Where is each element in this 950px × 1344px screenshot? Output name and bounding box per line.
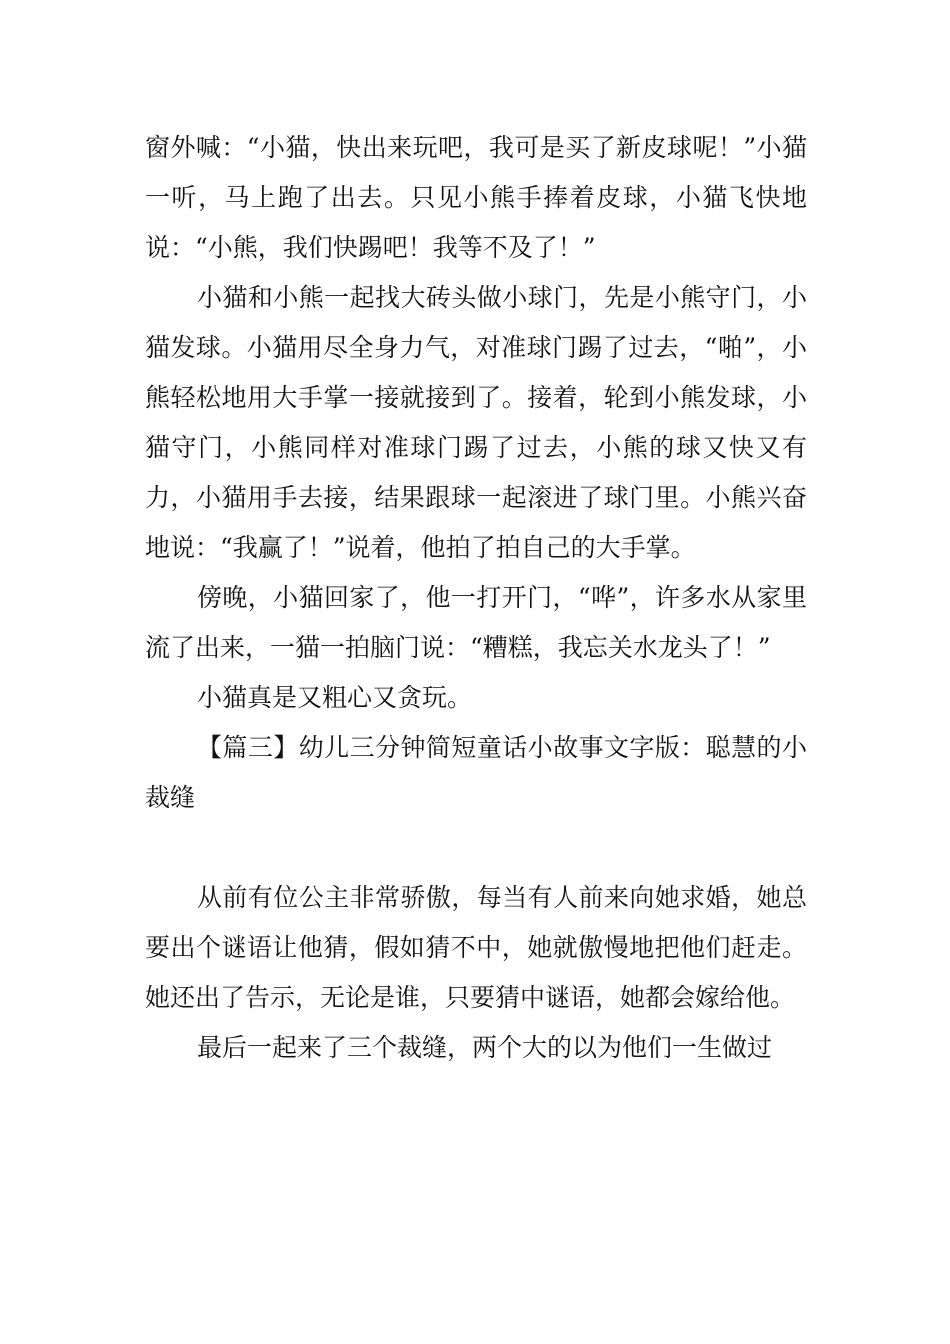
blank-line [145, 823, 807, 873]
paragraph-7: 最后一起来了三个裁缝，两个大的以为他们一生做过 [197, 1033, 773, 1062]
paragraph-1: 窗外喊：“小猫，快出来玩吧，我可是买了新皮球呢！”小猫一听，马上跑了出去。只见小熊手捧着皮球，小猫飞快地说：“小熊，我们快踢吧！我等不及了！” [145, 133, 807, 262]
paragraph-4: 小猫真是又粗心又贪玩。 [197, 683, 473, 712]
story-text [145, 123, 807, 1073]
paragraph-6: 从前有位公主非常骄傲，每当有人前来向她求婚，她总要出个谜语让他猜，假如猜不中，她就傲慢地把他们赶走。她还出了告示，无论是谁，只要猜中谜语，她都会嫁给他。 [145, 883, 807, 1012]
section-heading: 【篇三】幼儿三分钟简短童话小故事文字版：聪慧的小裁缝 [145, 733, 807, 812]
paragraph-3: 傍晚，小猫回家了，他一打开门，“哗”，许多水从家里流了出来，一猫一拍脑门说：“糟糕，我忘关水龙头了！” [145, 583, 807, 662]
paragraph-2: 小猫和小熊一起找大砖头做小球门，先是小熊守门，小猫发球。小猫用尽全身力气，对准球门踢了过去，“啪”，小熊轻松地用大手掌一接就接到了。接着，轮到小熊发球，小猫守门，小熊同样对准球门踢了过去，小熊的球又快又有力，小猫用手去接，结果跟球一起滚进了球门里。小熊兴奋地说：“我赢了！”说着，他拍了拍自己的大手掌。 [145, 283, 807, 562]
